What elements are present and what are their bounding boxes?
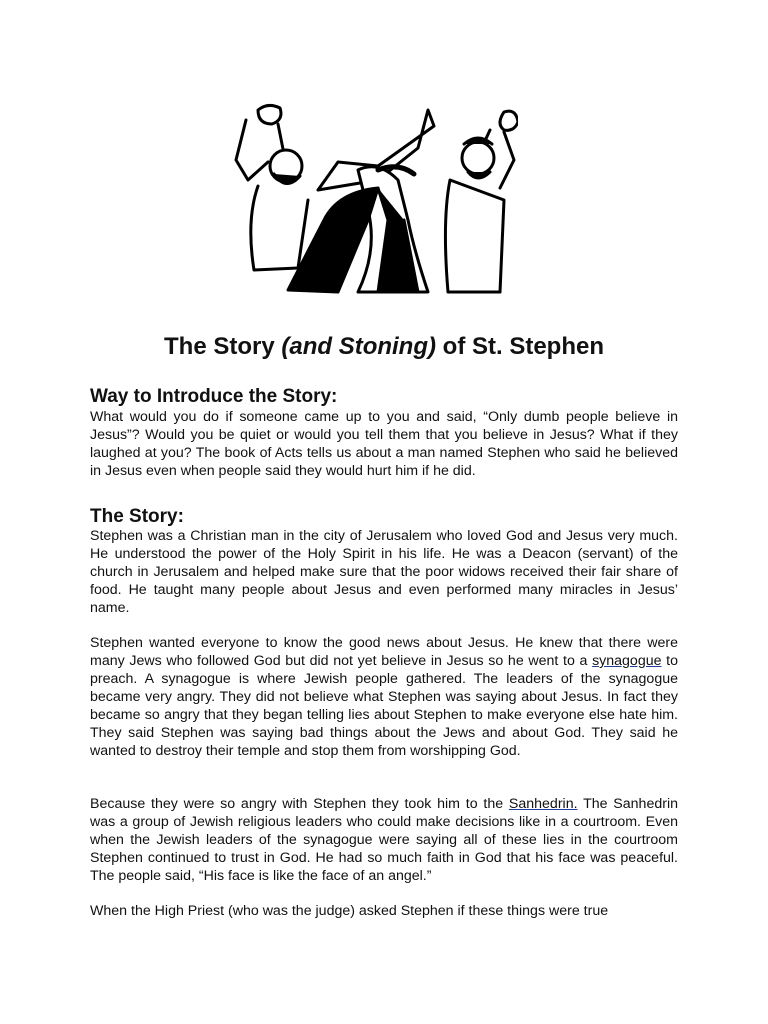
story-heading: The Story: [90, 506, 184, 527]
title-italic-part: (and Stoning) [281, 333, 436, 360]
paragraph-3-text-a: Because they were so angry with Stephen they took him to the [90, 796, 509, 812]
intro-heading: Way to Introduce the Story: [90, 386, 338, 407]
paragraph-2-text-b: to preach. A synagogue is where Jewish people gathered. The leaders of the synagogue became very angry. They did not believe what Stephen was saying about Jesus. In fact they became so angry that they began telling lies about Stephen to make everyone else hate him. They said Stephen was saying bad things about the Jews and about God. They said he wanted to destroy their temple and stop them from worshipping God. [90, 653, 678, 759]
page-title [0, 332, 768, 362]
title-part-2: of St. Stephen [436, 333, 604, 360]
story-paragraph-3 [90, 795, 678, 885]
sanhedrin-link[interactable]: Sanhedrin. [508, 796, 578, 812]
stoning-of-stephen-illustration [228, 100, 518, 300]
story-paragraph-4: When the High Priest (who was the judge) asked Stephen if these things were true [90, 903, 609, 919]
story-paragraph-1: Stephen was a Christian man in the city of Jerusalem who loved God and Jesus very much. He understood the power of the Holy Spirit in his life. He was a Deacon (servant) of the church in Jerusalem and helped make sure that the poor widows received their fair share of food. He taught many people about Jesus and even performed many miracles in Jesus’ name. [90, 528, 678, 616]
title-part-1: The Story [164, 333, 282, 360]
synagogue-link[interactable]: synagogue [592, 653, 662, 669]
story-paragraph-2 [90, 634, 678, 760]
paragraph-2-text-a: Stephen wanted everyone to know the good news about Jesus. He knew that there were many Jews who followed God but did not yet believe in Jesus so he went to a [90, 635, 678, 669]
paragraph-3-text-b: The Sanhedrin was a group of Jewish religious leaders who could make decisions like in a courtroom. Even when the Jewish leaders of the synagogue were saying all of these lies in the courtroom Stephen continued to trust in God. He had so much faith in God that his face was peaceful. The people said, “His face is like the face of an angel.” [90, 796, 678, 884]
intro-paragraph: What would you do if someone came up to you and said, “Only dumb people believe in Jesus”? Would you be quiet or would you tell them that you believe in Jesus? What if they laughed at you? The book of Acts tells us about a man named Stephen who said he believed in Jesus even when people said they would hurt him if he did. [90, 409, 678, 479]
